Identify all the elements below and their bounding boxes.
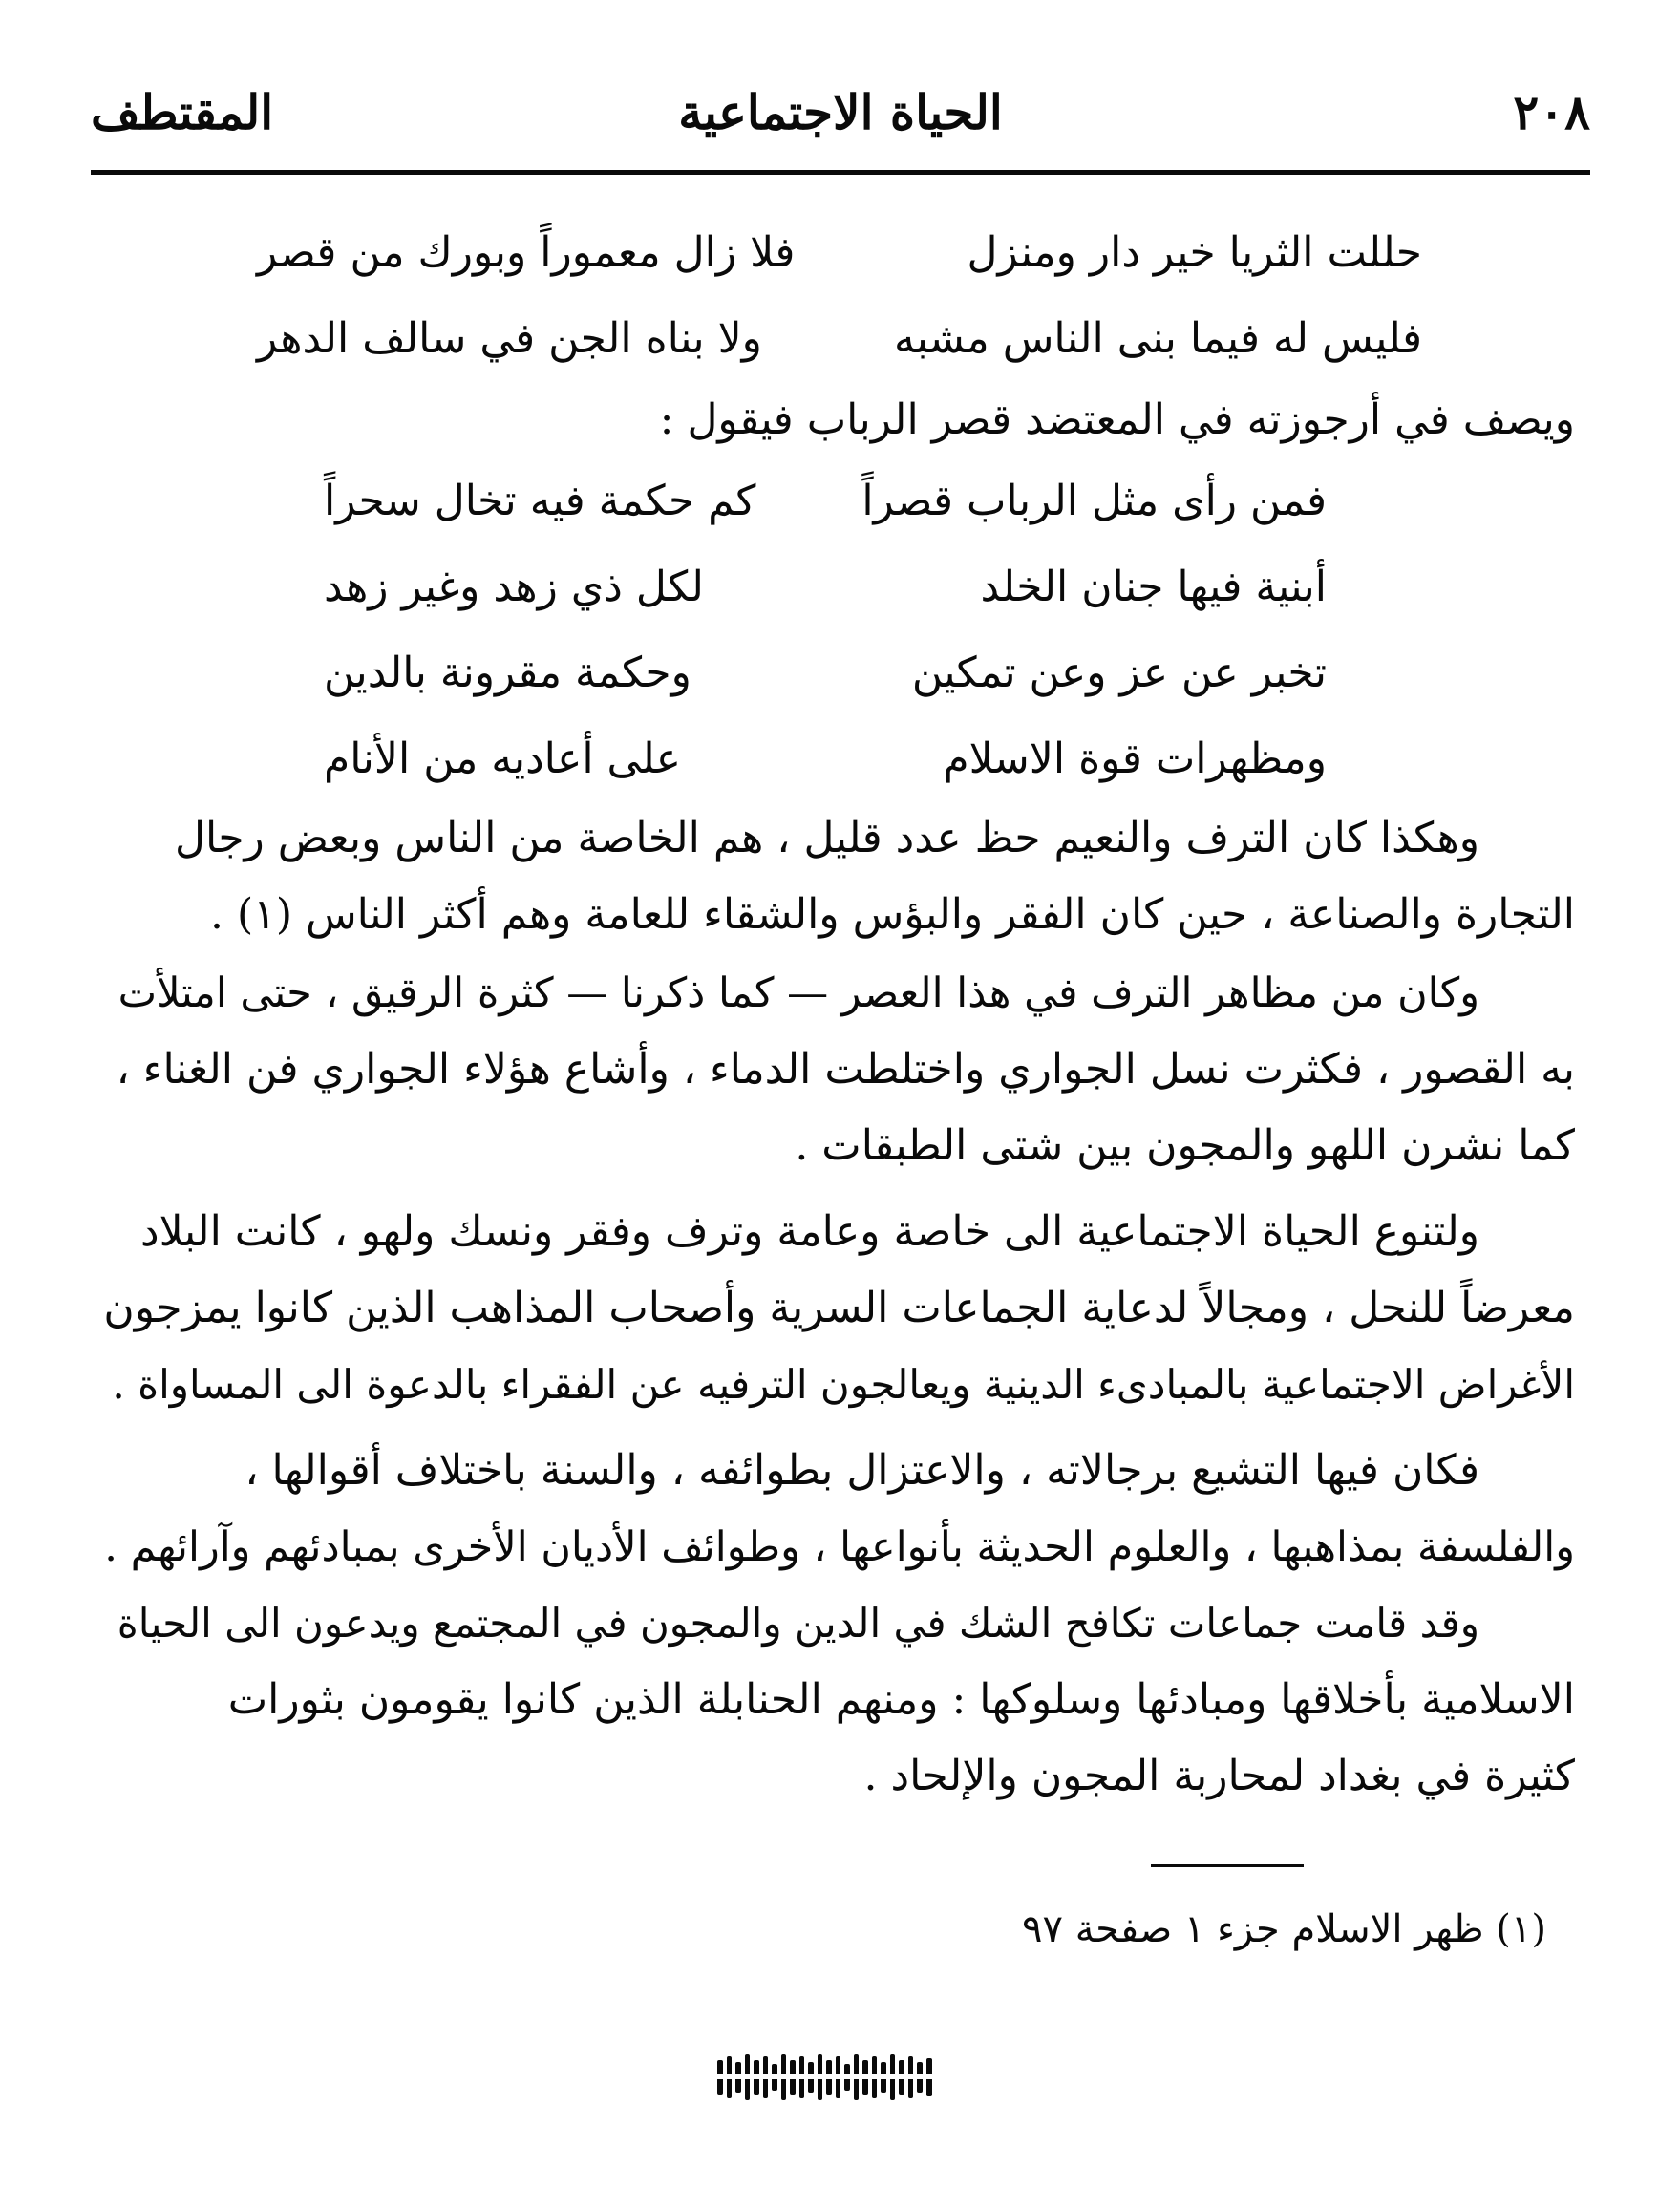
hemistich-right: فليس له فيما بنى الناس مشبه (894, 314, 1422, 363)
page-header (91, 74, 1590, 151)
poem-1 (257, 210, 1422, 382)
footnote: (١) ظهر الاسلام جزء ١ صفحة ٩٧ (1022, 1907, 1546, 1951)
page-number: ٢٠٨ (1513, 84, 1590, 140)
text-line: وقد قامت جماعات تكافح الشك في الدين والمجون في المجتمع ويدعون الى الحياة (117, 1600, 1479, 1647)
text-line: الاسلامية بأخلاقها ومبادئها وسلوكها : ومنهم الحنابلة الذين كانوا يقومون بثورات (227, 1675, 1575, 1724)
library-stamp-icon (712, 2049, 941, 2106)
magazine-name: المقتطف (91, 84, 274, 140)
text-line: فكان فيها التشيع برجالاته ، والاعتزال بطوائفه ، والسنة باختلاف أقوالها ، (245, 1446, 1479, 1495)
paragraph (95, 1585, 1575, 1815)
text-line: ويصف في أرجوزته في المعتضد قصر الرباب فيقول : (659, 395, 1575, 444)
paragraph (95, 800, 1575, 953)
header-rule (91, 170, 1590, 175)
footnote-rule (1151, 1864, 1304, 1867)
hemistich-right: حللت الثريا خير دار ومنزل (967, 228, 1422, 277)
hemistich-left: ولا بناه الجن في سالف الدهر (257, 314, 762, 363)
hemistich-right: تخبر عن عز وعن تمكين (911, 649, 1327, 697)
paragraph (95, 1194, 1575, 1423)
verse (324, 544, 1327, 630)
text-line: الأغراض الاجتماعية بالمبادىء الدينية ويعالجون الترفيه عن الفقراء بالدعوة الى المساواة . (112, 1361, 1575, 1408)
poem-2 (324, 458, 1327, 802)
text-line: كثيرة في بغداد لمحاربة المجون والإلحاد . (863, 1752, 1575, 1800)
running-title: الحياة الاجتماعية (678, 84, 1003, 140)
text-line: وهكذا كان الترف والنعيم حظ عدد قليل ، هم الخاصة من الناس وبعض رجال (174, 814, 1479, 862)
text-line: ولتنوع الحياة الاجتماعية الى خاصة وعامة وترف وفقر ونسك ولهو ، كانت البلاد (140, 1207, 1479, 1256)
hemistich-left: وحكمة مقرونة بالدين (324, 649, 691, 697)
verse (257, 210, 1422, 296)
paragraph (95, 1433, 1575, 1585)
text-line: وكان من مظاهر الترف في هذا العصر — كما ذكرنا — كثرة الرقيق ، حتى امتلأت (117, 969, 1479, 1017)
text-line: التجارة والصناعة ، حين كان الفقر والبؤس والشقاء للعامة وهم أكثر الناس (١) . (210, 890, 1575, 939)
hemistich-right: أبنية فيها جنان الخلد (980, 563, 1327, 611)
hemistich-left: فلا زال معموراً وبورك من قصر (257, 228, 796, 277)
verse (324, 716, 1327, 802)
text-line: كما نشرن اللهو والمجون بين شتى الطبقات . (795, 1121, 1575, 1170)
hemistich-right: فمن رأى مثل الرباب قصراً (861, 477, 1327, 525)
text-line: به القصور ، فكثرت نسل الجواري واختلطت الدماء ، وأشاع هؤلاء الجواري فن الغناء ، (116, 1045, 1575, 1094)
text-line: والفلسفة بمذاهبها ، والعلوم الحديثة بأنواعها ، وطوائف الأديان الأخرى بمبادئهم وآرائهم . (104, 1523, 1575, 1571)
verse (324, 630, 1327, 716)
hemistich-left: كم حكمة فيه تخال سحراً (324, 477, 756, 525)
hemistich-left: لكل ذي زهد وغير زهد (324, 563, 704, 611)
paragraph (95, 955, 1575, 1184)
text-line: معرضاً للنحل ، ومجالاً لدعاية الجماعات السرية وأصحاب المذاهب الذين كانوا يمزجون (103, 1284, 1575, 1332)
hemistich-right: ومظهرات قوة الاسلام (943, 734, 1327, 783)
poem-intro (95, 382, 1575, 458)
hemistich-left: على أعاديه من الأنام (324, 734, 682, 783)
verse (257, 296, 1422, 382)
verse (324, 458, 1327, 544)
